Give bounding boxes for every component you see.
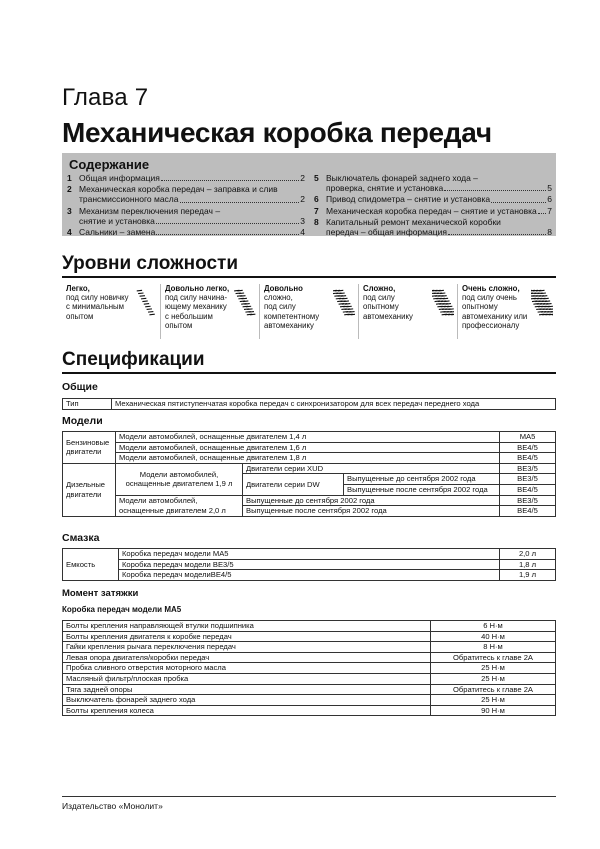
- toc-item-number: 2: [67, 184, 72, 195]
- lube-desc: Коробка передач модели MA5: [119, 549, 500, 560]
- toc-item-number: 1: [67, 173, 72, 183]
- difficulty-title: Довольно: [264, 284, 303, 293]
- publisher-footer: Издательство «Монолит»: [62, 801, 163, 811]
- table-row: [63, 463, 556, 474]
- toc-item-number: 5: [314, 173, 319, 183]
- toc-item-text: Капитальный ремонт механической коробки: [326, 216, 501, 227]
- torque-subheading: Коробка передач модели MA5: [62, 605, 182, 614]
- toc-page-number: 4: [300, 227, 305, 238]
- model-desc: Модели автомобилей, оснащенные двигателем 1,4 л: [116, 432, 500, 443]
- difficulty-title: Легко,: [66, 284, 90, 293]
- toc-page-number: 3: [300, 215, 305, 226]
- difficulty-text: опытному: [462, 302, 498, 312]
- general-table: [62, 398, 556, 410]
- model-value: BE3/5: [500, 474, 556, 485]
- torque-desc: Выключатель фонарей заднего хода: [63, 695, 431, 706]
- table-row: [63, 705, 556, 716]
- toc-item-number: 4: [67, 227, 72, 238]
- difficulty-text: компетентному: [264, 311, 320, 321]
- lube-value: 2,0 л: [500, 549, 556, 560]
- toc-column-left: [67, 173, 305, 238]
- chapter-title: Механическая коробка передач: [62, 117, 492, 148]
- toc-page-number: 2: [300, 173, 305, 183]
- wrench-rating-icon: [234, 284, 256, 322]
- type-label: Тип: [63, 399, 112, 410]
- difficulty-level: [161, 284, 260, 339]
- torque-value: 40 Н·м: [431, 631, 556, 642]
- lube-heading: Смазка: [62, 532, 100, 544]
- toc-item-text: передач – общая информация: [326, 227, 447, 238]
- toc-page-number: 2: [300, 194, 305, 205]
- difficulty-title: Довольно легко,: [165, 284, 230, 293]
- torque-value: Обратитесь к главе 2А: [431, 684, 556, 695]
- table-row: [63, 663, 556, 674]
- difficulty-text: под силу: [264, 302, 296, 312]
- table-row: [63, 549, 556, 560]
- torque-value: 25 Н·м: [431, 663, 556, 674]
- toc-item-text: трансмиссионного масла: [79, 194, 179, 205]
- torque-value: 6 Н·м: [431, 621, 556, 632]
- model-value: BE4/5: [500, 442, 556, 453]
- table-row: [63, 652, 556, 663]
- toc-item[interactable]: [67, 184, 305, 204]
- lube-desc: Коробка передач модели BE3/5: [119, 559, 500, 570]
- toc-leader-dots: [156, 216, 299, 224]
- toc-leader-dots: [444, 183, 546, 191]
- toc-page-number: 8: [547, 227, 552, 238]
- difficulty-text: автомеханику: [264, 320, 314, 330]
- chapter-label: Глава 7: [62, 84, 149, 111]
- footer-rule: [62, 796, 556, 797]
- toc-item-number: 7: [314, 205, 319, 216]
- toc-column-right: [314, 173, 552, 238]
- petrol-label: Бензиновые двигатели: [63, 432, 116, 464]
- toc-heading: Содержание: [69, 157, 150, 172]
- production-period: Выпущенные до сентября 2002 года: [243, 495, 500, 506]
- difficulty-level: [62, 284, 161, 339]
- difficulty-text: под силу начина-: [165, 293, 228, 303]
- difficulty-level: [359, 284, 458, 339]
- table-row: [63, 432, 556, 443]
- engine-series: Двигатели серии XUD: [243, 463, 500, 474]
- type-value: Механическая пятиступенчатая коробка передач с синхронизатором для всех передач переднего хода: [112, 399, 556, 410]
- wrench-rating-icon: [135, 284, 157, 322]
- difficulty-text: под силу: [363, 293, 395, 303]
- diesel-label: Дизельные двигатели: [63, 463, 116, 516]
- table-of-contents: [62, 153, 556, 236]
- toc-item-number: 6: [314, 194, 319, 205]
- toc-leader-dots: [180, 194, 300, 202]
- difficulty-text: опытному: [363, 302, 399, 312]
- toc-item[interactable]: [314, 194, 552, 204]
- toc-item[interactable]: [314, 217, 552, 237]
- model-desc: Модели автомобилей, оснащенные двигателем 2,0 л: [116, 495, 243, 516]
- model-desc: Модели автомобилей, оснащенные двигателем 1,8 л: [116, 453, 500, 464]
- production-period: Выпущенные после сентября 2002 года: [243, 506, 500, 517]
- difficulty-text: автомеханику: [363, 311, 413, 321]
- toc-item-text: Общая информация: [79, 173, 160, 183]
- table-row: [63, 684, 556, 695]
- torque-desc: Гайки крепления рычага переключения передач: [63, 642, 431, 653]
- engine-series: Двигатели серии DW: [243, 474, 344, 495]
- model-value: BE4/5: [500, 506, 556, 517]
- toc-item[interactable]: [67, 173, 305, 183]
- wrench-rating-icon: [333, 284, 355, 322]
- torque-value: 25 Н·м: [431, 695, 556, 706]
- table-row: [63, 673, 556, 684]
- general-heading: Общие: [62, 381, 98, 393]
- table-row: [63, 642, 556, 653]
- table-row: [63, 399, 556, 410]
- model-value: BE3/5: [500, 463, 556, 474]
- specs-heading: Спецификации: [62, 349, 205, 370]
- torque-desc: Пробка сливного отверстия моторного масла: [63, 663, 431, 674]
- toc-page-number: 5: [547, 183, 552, 194]
- lube-table: [62, 548, 556, 581]
- difficulty-text: профессионалу: [462, 320, 520, 330]
- lube-desc: Коробка передач моделиBE4/5: [119, 570, 500, 581]
- difficulty-text: с минимальным: [66, 302, 125, 312]
- torque-desc: Левая опора двигателя/коробки передач: [63, 652, 431, 663]
- torque-value: 90 Н·м: [431, 705, 556, 716]
- levels-heading: Уровни сложности: [62, 253, 239, 274]
- model-desc: Модели автомобилей, оснащенные двигателем 1,6 л: [116, 442, 500, 453]
- toc-item[interactable]: [67, 206, 305, 226]
- difficulty-levels: [62, 284, 556, 339]
- torque-desc: Масляный фильтр/плоская пробка: [63, 673, 431, 684]
- torque-table: [62, 620, 556, 716]
- difficulty-text: сложно,: [264, 293, 293, 303]
- difficulty-text: автомеханику или: [462, 311, 528, 321]
- model-value: BE3/5: [500, 495, 556, 506]
- toc-item[interactable]: [67, 227, 305, 237]
- toc-item-text: Сальники – замена: [79, 227, 156, 238]
- torque-desc: Болты крепления двигателя к коробке передач: [63, 631, 431, 642]
- lube-value: 1,9 л: [500, 570, 556, 581]
- wrench-rating-icon: [432, 284, 454, 322]
- model-desc: Модели автомобилей, оснащенные двигателем 1,9 л: [116, 463, 243, 495]
- difficulty-text: опытом: [66, 311, 94, 321]
- difficulty-text: под силу очень: [462, 293, 517, 303]
- table-row: [63, 495, 556, 506]
- production-period: Выпущенные после сентября 2002 года: [344, 484, 500, 495]
- difficulty-title: Очень сложно,: [462, 284, 520, 293]
- torque-heading: Момент затяжки: [62, 588, 139, 599]
- toc-page-number: 7: [547, 205, 552, 216]
- difficulty-text: под силу новичку: [66, 293, 129, 303]
- specs-rule: [62, 372, 556, 374]
- toc-item-number: 8: [314, 216, 319, 227]
- toc-leader-dots: [491, 194, 546, 202]
- wrench-rating-icon: [531, 284, 553, 322]
- difficulty-title: Сложно,: [363, 284, 396, 293]
- toc-item-text: Механизм переключения передач –: [79, 205, 221, 216]
- toc-item-text: снятие и установка: [79, 215, 155, 226]
- difficulty-text: с небольшим: [165, 311, 213, 321]
- models-table: [62, 431, 556, 517]
- table-row: [63, 695, 556, 706]
- toc-leader-dots: [448, 227, 546, 235]
- difficulty-level: [260, 284, 359, 339]
- toc-item-text: Механическая коробка передач – снятие и установка: [326, 205, 537, 216]
- torque-desc: Тяга задней опоры: [63, 684, 431, 695]
- table-row: [63, 559, 556, 570]
- toc-leader-dots: [161, 173, 299, 181]
- models-heading: Модели: [62, 415, 103, 427]
- torque-value: 25 Н·м: [431, 673, 556, 684]
- toc-page-number: 6: [547, 194, 552, 205]
- toc-leader-dots: [538, 206, 547, 214]
- difficulty-text: ющему механику: [165, 302, 227, 312]
- torque-value: 8 Н·м: [431, 642, 556, 653]
- torque-desc: Болты крепления направляющей втулки подшипника: [63, 621, 431, 632]
- difficulty-text: опытом: [165, 320, 193, 330]
- production-period: Выпущенные до сентября 2002 года: [344, 474, 500, 485]
- model-value: MA5: [500, 432, 556, 443]
- table-row: [63, 453, 556, 464]
- toc-item-text: Выключатель фонарей заднего хода –: [326, 173, 478, 183]
- capacity-label: Емкость: [63, 549, 119, 581]
- table-row: [63, 621, 556, 632]
- toc-item-number: 3: [67, 205, 72, 216]
- toc-item[interactable]: [314, 206, 552, 216]
- toc-leader-dots: [156, 227, 299, 235]
- table-row: [63, 442, 556, 453]
- table-row: [63, 631, 556, 642]
- toc-item-text: проверка, снятие и установка: [326, 183, 444, 194]
- levels-rule: [62, 276, 556, 278]
- difficulty-level: [458, 284, 556, 339]
- torque-desc: Болты крепления колеса: [63, 705, 431, 716]
- model-value: BE4/5: [500, 484, 556, 495]
- torque-value: Обратитесь к главе 2А: [431, 652, 556, 663]
- toc-item[interactable]: [314, 173, 552, 193]
- table-row: [63, 570, 556, 581]
- model-value: BE4/5: [500, 453, 556, 464]
- toc-item-text: Механическая коробка передач – заправка и слив: [79, 184, 278, 195]
- lube-value: 1,8 л: [500, 559, 556, 570]
- toc-item-text: Привод спидометра – снятие и установка: [326, 194, 491, 205]
